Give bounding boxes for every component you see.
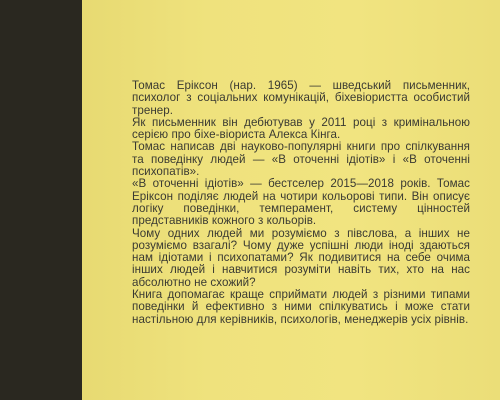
audience-paragraph: Книга допомагає краще сприймати людей з різними типами поведінки й ефективно з ними спілкуватись і може стати настільною для керівників, психологів, менеджерів усіх рівнів. [132, 288, 470, 326]
debut-paragraph: Як письменник він дебютував у 2011 році з кримінальною серією про біхе-віориста Алекса Кінга. [132, 115, 470, 142]
questions-paragraph: Чому одних людей ми розуміємо з півслова, а інших не розуміємо взагалі? Чому дуже успішні люди іноді здаються нам ідіотами і психопатами? Як подивитися на себе очима інших людей і навчитися розуміти навіть тих, хто на нас абсолютно не схожий? [132, 226, 470, 289]
book-back-cover [82, 0, 500, 400]
bestseller-paragraph: «В оточенні ідіотів» — бестселер 2015—2018 років. Томас Еріксон поділяє людей на чотири кольорові типи. Він описує логіку поведінки, темперамент, систему цінностей представників кожного з кольорів. [132, 177, 470, 228]
author-bio-paragraph: Томас Еріксон (нар. 1965) — шведський письменник, психолог з соціальних комунікацій, біхевіористта особистий тренер. [132, 79, 470, 117]
book-description [132, 80, 470, 326]
books-paragraph: Томас написав дві науково-популярні книги про спілкування та поведінку людей — «В оточенні ідіотів» і «В оточенні психопатів». [132, 140, 470, 179]
